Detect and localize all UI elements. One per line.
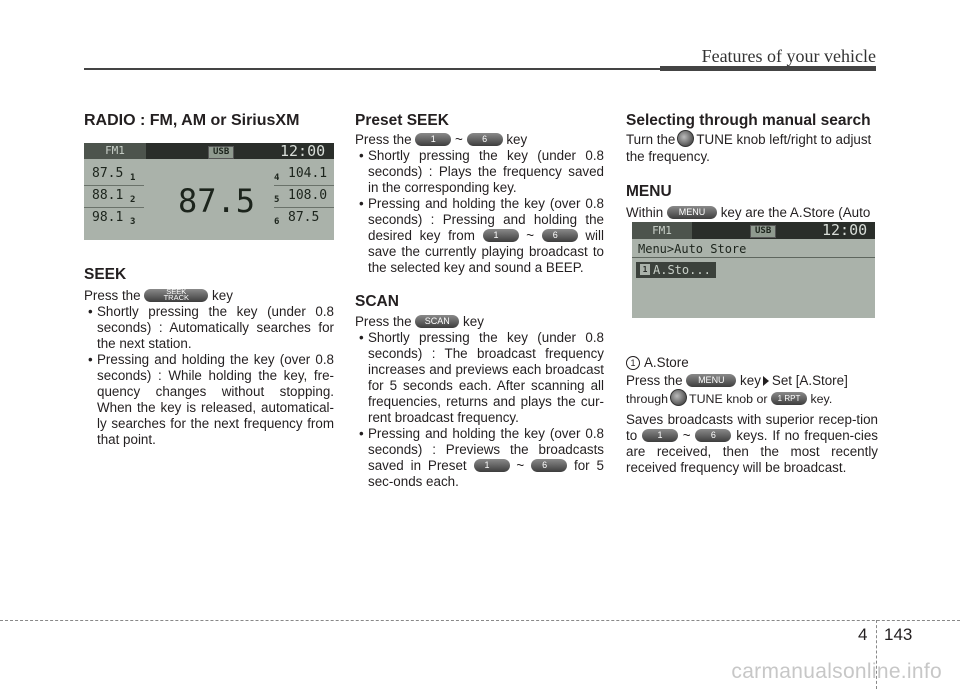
clock: 12:00	[280, 142, 326, 160]
page-number: 143	[884, 625, 913, 644]
band-label: FM1	[84, 143, 146, 159]
scan-body: Press the SCAN key • Shortly pressing the key (under 0.8 seconds) : The broadcast frequency increases and previews each broadcast for 5 seconds each. After scanning all frequencies, returns and plays the cur-rent broadcast frequency. • Pressing and holding the key (over 0.8 seconds) : Previews the broadcasts saved in Preset 1 ~ 6 for 5 sec-onds each.	[355, 314, 604, 490]
footer-divider	[0, 620, 960, 621]
preset-seek-body: Press the 1 ~ 6 key • Shortly pressing the key (under 0.8 seconds) : Plays the frequency saved in the corresponding key. • Pressing and holding the key (over 0.8 seconds) : Pressing and holding the desired key from 1 ~ 6 will save the currently playing broadcast to the selected key and sound a BEEP.	[355, 132, 604, 276]
preset-freq-2: 88.1	[92, 188, 124, 203]
preset-freq-6: 87.5	[288, 210, 320, 225]
preset-1-key-icon: 1	[415, 133, 451, 146]
scan-key-icon: SCAN	[415, 315, 459, 328]
radio-display-image	[84, 143, 334, 240]
step-number-1-icon: 1	[626, 356, 640, 370]
usb-indicator: USB	[750, 225, 776, 238]
preset-bullet-short: • Shortly pressing the key (under 0.8 seconds) : Plays the frequency saved in the corresponding key.	[355, 148, 604, 196]
tune-knob-icon	[670, 389, 687, 406]
tune-knob-icon	[677, 130, 694, 147]
scan-bullet-short: • Shortly pressing the key (under 0.8 seconds) : The broadcast frequency increases and previews each broadcast for 5 seconds each. After scanning all frequencies, returns and plays the cur-rent broadcast frequency.	[355, 330, 604, 426]
chapter-number: 4	[858, 625, 868, 644]
preset-6-key-icon: 6	[695, 429, 731, 442]
section-title-radio: RADIO : FM, AM or SiriusXM	[84, 112, 300, 129]
preset-6-key-icon: 6	[531, 459, 567, 472]
preset-num-5: 5	[274, 195, 280, 205]
preset-num-2: 2	[130, 195, 136, 205]
band-label: FM1	[632, 222, 692, 239]
preset-1-key-icon: 1	[474, 459, 510, 472]
preset-1-key-icon: 1	[642, 429, 678, 442]
preset-freq-5: 108.0	[288, 188, 328, 203]
astore-body: 1 A.Store Press the MENU key Set [A.Store] through TUNE knob or 1 RPT key. Saves broadcasts with superior recep-tion to 1 ~ 6 keys. If no frequen-cies are received, then the most recently received frequency will be broadcast.	[626, 355, 878, 476]
preset-freq-4: 104.1	[288, 166, 328, 181]
section-title-manual-search: Selecting through manual search	[626, 112, 871, 129]
usb-indicator: USB	[208, 146, 234, 159]
header-title: Features of your vehicle	[701, 46, 876, 66]
current-frequency: 87.5	[178, 182, 256, 220]
section-title-preset-seek: Preset SEEK	[355, 112, 449, 129]
preset-num-6: 6	[274, 217, 280, 227]
preset-6-key-icon: 6	[467, 133, 503, 146]
preset-bullet-hold: • Pressing and holding the key (over 0.8 seconds) : Pressing and holding the desired key from 1 ~ 6 will save the currently playing broadcast to the selected key and sound a BEEP.	[355, 196, 604, 276]
section-title-menu: MENU	[626, 183, 672, 200]
seek-bullet-hold: • Pressing and holding the key (over 0.8 seconds) : While holding the key, fre-quency changes without stopping. When the key is released, automatical-ly searches for the next frequency from that point.	[84, 352, 334, 448]
seek-bullet-short: • Shortly pressing the key (under 0.8 seconds) : Automatically searches for the next station.	[84, 304, 334, 352]
arrow-right-icon	[763, 376, 769, 386]
preset-freq-3: 98.1	[92, 210, 124, 225]
menu-path: Menu>Auto Store	[638, 242, 747, 256]
manual-search-body: Turn the TUNE knob left/right to adjust the frequency.	[626, 132, 878, 165]
rpt-key-icon: 1 RPT	[771, 392, 807, 405]
menu-item-astore: 1 A.Sto...	[636, 262, 716, 278]
preset-freq-1: 87.5	[92, 166, 124, 181]
watermark: carmanualsonline.info	[731, 660, 942, 683]
menu-display-image	[632, 222, 875, 318]
section-title-seek: SEEK	[84, 266, 127, 283]
preset-num-3: 3	[130, 217, 136, 227]
menu-key-icon: MENU	[667, 206, 717, 219]
clock: 12:00	[822, 221, 868, 239]
header-rule-accent	[660, 66, 876, 71]
menu-key-icon: MENU	[686, 374, 736, 387]
preset-num-4: 4	[274, 173, 280, 183]
seek-track-key-icon: SEEK TRACK	[144, 289, 208, 302]
preset-6-key-icon: 6	[542, 229, 578, 242]
scan-bullet-hold: • Pressing and holding the key (over 0.8 seconds) : Previews the broadcasts saved in Preset 1 ~ 6 for 5 sec-onds each.	[355, 426, 604, 490]
preset-1-key-icon: 1	[483, 229, 519, 242]
preset-num-1: 1	[130, 173, 136, 183]
section-title-scan: SCAN	[355, 293, 399, 310]
seek-body: Press the SEEK TRACK key • Shortly pressing the key (under 0.8 seconds) : Automatically searches for the next station. • Pressing and holding the key (over 0.8 seconds) : While holding the key, fre-quency changes without stopping. When the key is released, automatical-ly searches for the next frequency from that point.	[84, 288, 334, 448]
menu-body: Within MENU key are the A.Store (Auto	[626, 205, 871, 220]
